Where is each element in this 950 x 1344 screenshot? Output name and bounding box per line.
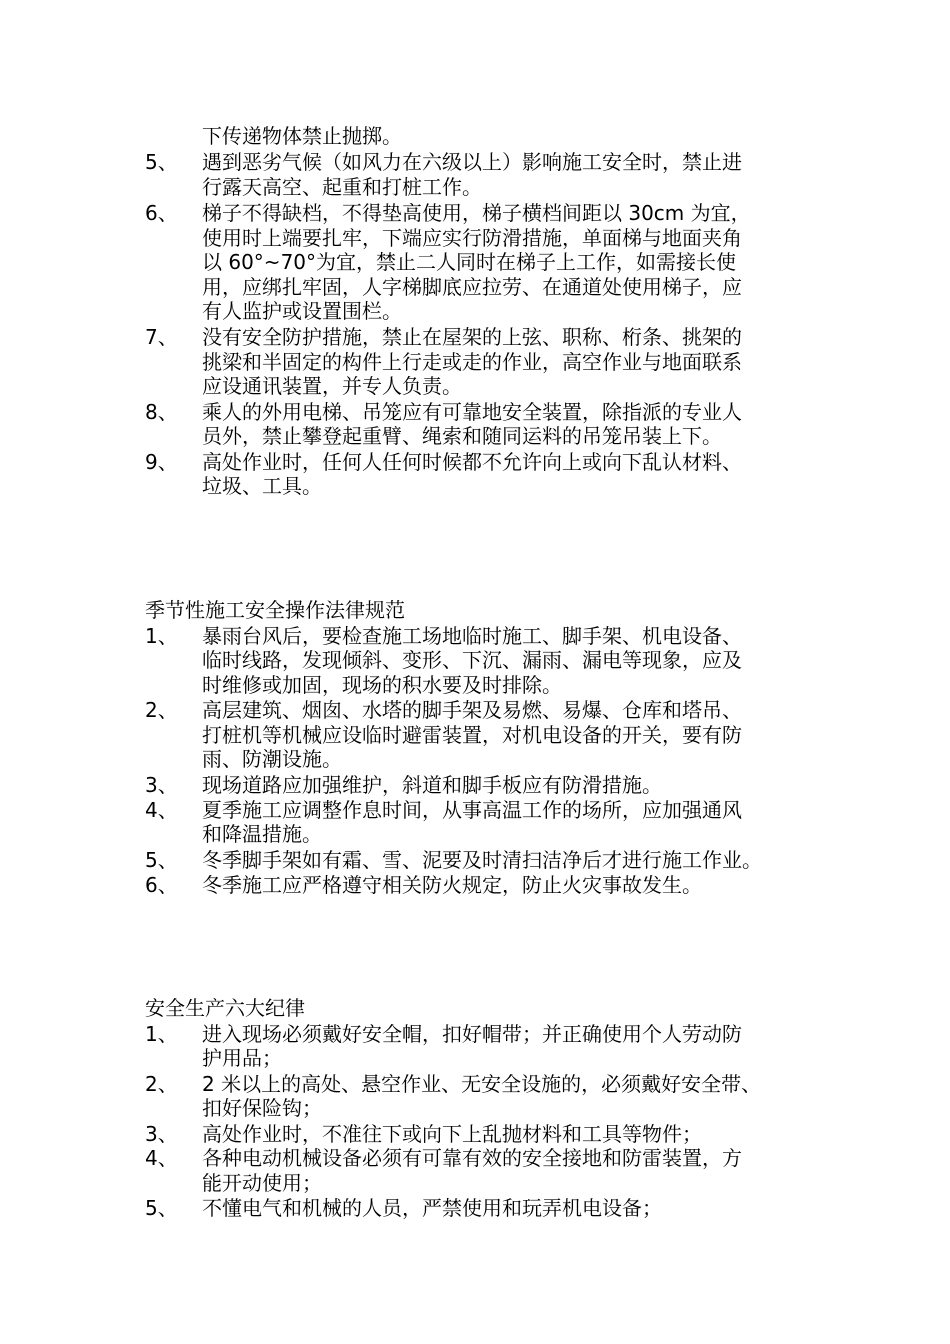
item-text: 扣好保险钩；	[202, 1096, 322, 1120]
section-title: 季节性施工安全操作法律规范	[145, 598, 405, 622]
item-text: 不懂电气和机械的人员，严禁使用和玩弄机电设备；	[202, 1196, 662, 1220]
item-text: 员外，禁止攀登起重臂、绳索和随同运料的吊笼吊装上下。	[202, 424, 722, 448]
item-text: 应设通讯装置，并专人负责。	[202, 374, 462, 398]
item-text: 挑梁和半固定的构件上行走或走的作业，高空作业与地面联系	[202, 350, 742, 374]
item-text: 梯子不得缺档，不得垫高使用，梯子横档间距以 30cm 为宜，	[202, 201, 751, 225]
item-number: 8、	[145, 400, 178, 424]
item-text: 各种电动机械设备必须有可靠有效的安全接地和防雷装置，方	[202, 1146, 742, 1170]
item-text: 能开动使用；	[202, 1171, 322, 1195]
item-text: 打桩机等机械应设临时避雷装置，对机电设备的开关，要有防	[202, 723, 742, 747]
item-number: 4、	[145, 1146, 178, 1170]
item-text: 高处作业时，任何人任何时候都不允许向上或向下乱认材料、	[202, 450, 742, 474]
item-text: 有人监护或设置围栏。	[202, 299, 402, 323]
item-text: 进入现场必须戴好安全帽，扣好帽带；并正确使用个人劳动防	[202, 1022, 742, 1046]
item-text: 用，应绑扎牢固，人字梯脚底应拉劳、在通道处使用梯子，应	[202, 275, 742, 299]
item-text: 乘人的外用电梯、吊笼应有可靠地安全装置，除指派的专业人	[202, 400, 742, 424]
item-number: 5、	[145, 848, 178, 872]
item-text: 时维修或加固，现场的积水要及时排除。	[202, 673, 562, 697]
item-text: 夏季施工应调整作息时间，从事高温工作的场所，应加强通风	[202, 798, 742, 822]
item-text: 高处作业时，不准往下或向下上乱抛材料和工具等物件；	[202, 1122, 702, 1146]
item-number: 1、	[145, 1022, 178, 1046]
item-text: 冬季脚手架如有霜、雪、泥要及时清扫洁净后才进行施工作业。	[202, 848, 762, 872]
item-number: 9、	[145, 450, 178, 474]
item-number: 1、	[145, 624, 178, 648]
item-number: 6、	[145, 873, 178, 897]
item-number: 5、	[145, 150, 178, 174]
item-text: 雨、防潮设施。	[202, 747, 342, 771]
item-text: 没有安全防护措施，禁止在屋架的上弦、职称、桁条、挑架的	[202, 325, 742, 349]
item-text: 临时线路，发现倾斜、变形、下沉、漏雨、漏电等现象，应及	[202, 648, 742, 672]
item-number: 5、	[145, 1196, 178, 1220]
item-number: 6、	[145, 201, 178, 225]
item-text: 冬季施工应严格遵守相关防火规定，防止火灾事故发生。	[202, 873, 702, 897]
item-text: 垃圾、工具。	[202, 474, 322, 498]
item-number: 3、	[145, 1122, 178, 1146]
item-number: 2、	[145, 1072, 178, 1096]
item-text: 使用时上端要扎牢，下端应实行防滑措施，单面梯与地面夹角	[202, 226, 742, 250]
item-text: 现场道路应加强维护，斜道和脚手板应有防滑措施。	[202, 773, 662, 797]
item-number: 4、	[145, 798, 178, 822]
item-number: 2、	[145, 698, 178, 722]
item-text: 和降温措施。	[202, 822, 322, 846]
item-number: 7、	[145, 325, 178, 349]
item-text: 遇到恶劣气候（如风力在六级以上）影响施工安全时，禁止进	[202, 150, 742, 174]
item-text: 暴雨台风后，要检查施工场地临时施工、脚手架、机电设备、	[202, 624, 742, 648]
item-number: 3、	[145, 773, 178, 797]
item-text: 护用品；	[202, 1046, 282, 1070]
item-text: 行露天高空、起重和打桩工作。	[202, 175, 482, 199]
item-text: 2 米以上的高处、悬空作业、无安全设施的，必须戴好安全带、	[202, 1072, 762, 1096]
item-text: 高层建筑、烟囱、水塔的脚手架及易燃、易爆、仓库和塔吊、	[202, 698, 742, 722]
section-title: 安全生产六大纪律	[145, 996, 305, 1020]
item-text: 以 60°~70°为宜，禁止二人同时在梯子上工作，如需接长使	[202, 250, 737, 274]
continuation-line: 下传递物体禁止抛掷。	[202, 124, 402, 148]
